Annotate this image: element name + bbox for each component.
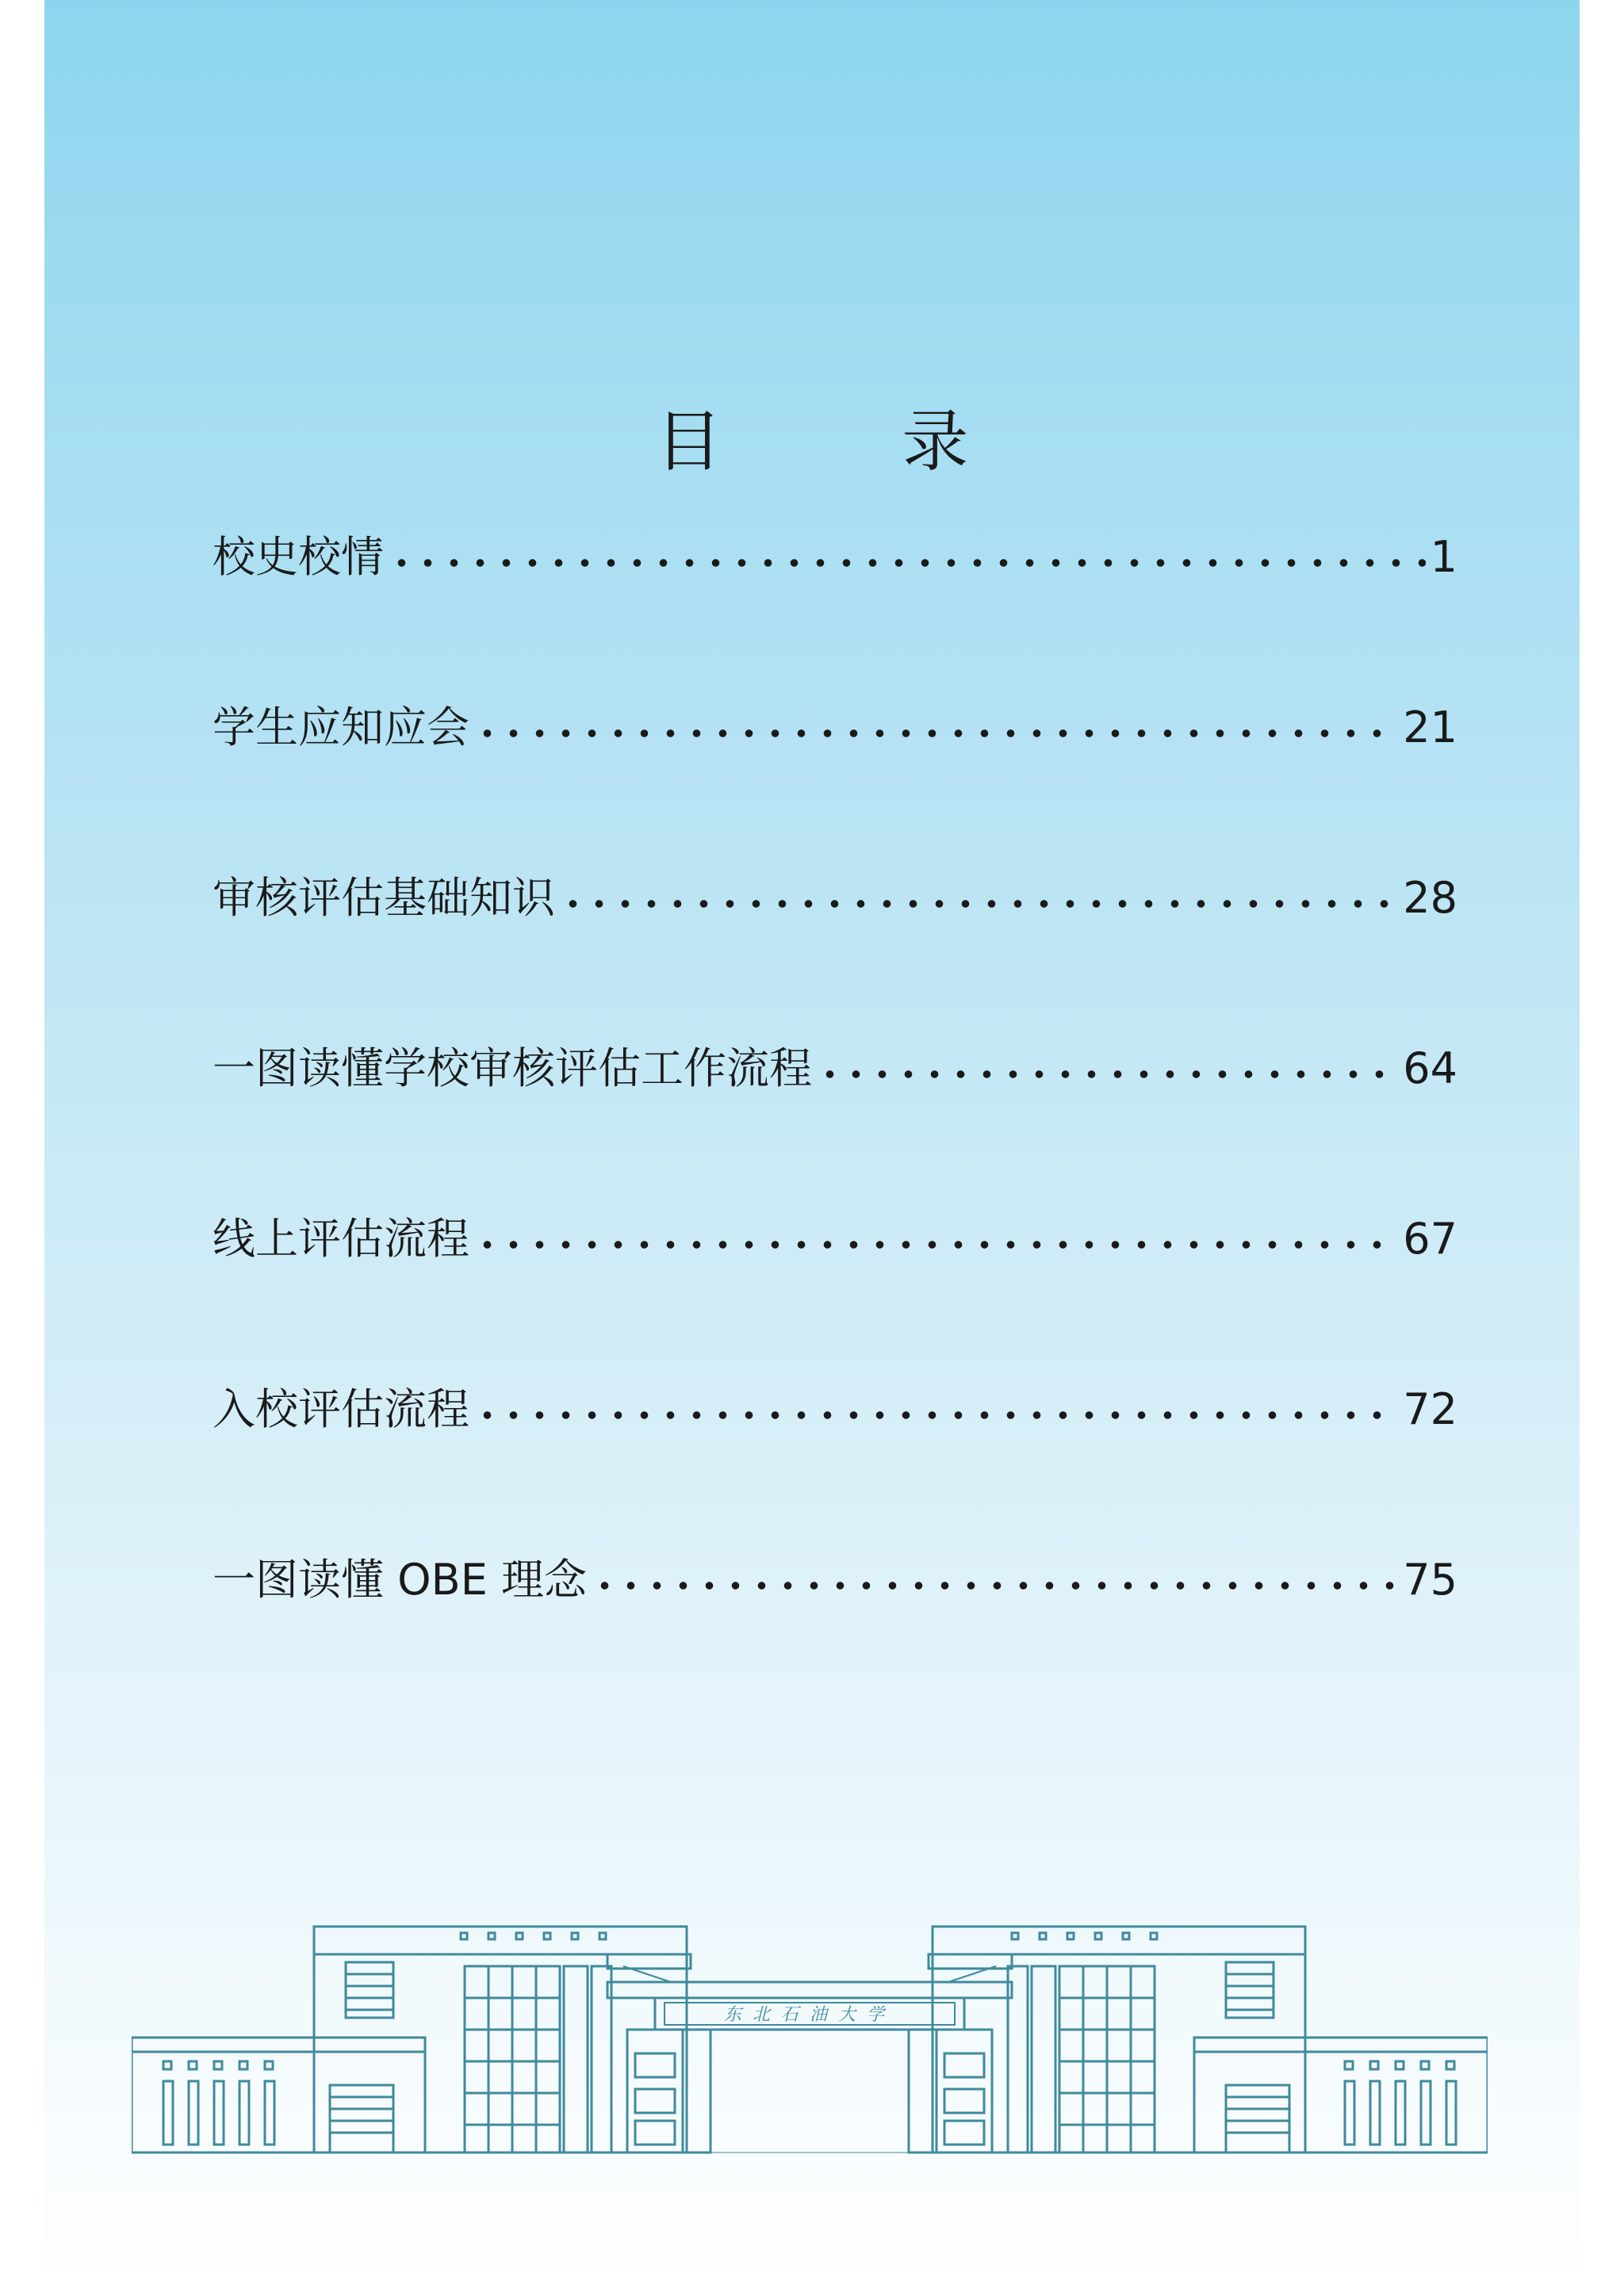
dot-leader — [592, 1552, 1398, 1594]
left-tower-glass — [465, 1966, 560, 2152]
toc-entry-label: 一图读懂学校审核评估工作流程 — [213, 1043, 812, 1093]
toc-entry-page: 1 — [1430, 532, 1457, 582]
dot-leader — [560, 870, 1398, 913]
toc-entry-obe-concept[interactable] — [213, 1546, 1457, 1716]
dot-leader — [474, 1381, 1398, 1424]
toc-page — [44, 0, 1580, 2296]
toc-entry-label: 学生应知应会 — [213, 702, 469, 752]
right-wing-windows — [1345, 2061, 1456, 2145]
toc-entry-audit-workflow[interactable] — [213, 1035, 1457, 1205]
gate-sign: 东北石油大学 — [723, 2005, 896, 2025]
toc-entry-history[interactable] — [213, 523, 1457, 694]
dot-leader — [389, 529, 1426, 572]
toc-entry-student-knowledge[interactable] — [213, 694, 1457, 864]
toc-entry-page: 64 — [1403, 1043, 1457, 1093]
toc-entry-label: 一图读懂 OBE 理念 — [213, 1555, 587, 1605]
dot-leader — [474, 699, 1398, 742]
toc-entry-page: 72 — [1403, 1384, 1457, 1434]
toc-list — [213, 523, 1457, 1716]
left-wing-windows — [163, 2061, 274, 2145]
right-tower-glass — [1059, 1966, 1155, 2152]
toc-entry-onsite-evaluation[interactable] — [213, 1376, 1457, 1546]
toc-entry-page: 28 — [1403, 873, 1457, 923]
toc-entry-page: 75 — [1403, 1555, 1457, 1605]
toc-entry-label: 校史校情 — [213, 532, 384, 582]
toc-entry-page: 67 — [1403, 1214, 1457, 1264]
toc-entry-label: 审核评估基础知识 — [213, 873, 555, 923]
toc-entry-label: 线上评估流程 — [213, 1214, 469, 1264]
dot-leader — [817, 1040, 1398, 1083]
toc-title: 目 录 — [655, 403, 1048, 480]
toc-entry-audit-basics[interactable] — [213, 864, 1457, 1035]
campus-gate-illustration — [132, 1919, 1488, 2172]
dot-leader — [474, 1211, 1398, 1253]
toc-entry-online-evaluation[interactable] — [213, 1205, 1457, 1376]
toc-entry-page: 21 — [1403, 702, 1457, 752]
toc-entry-label: 入校评估流程 — [213, 1384, 469, 1434]
